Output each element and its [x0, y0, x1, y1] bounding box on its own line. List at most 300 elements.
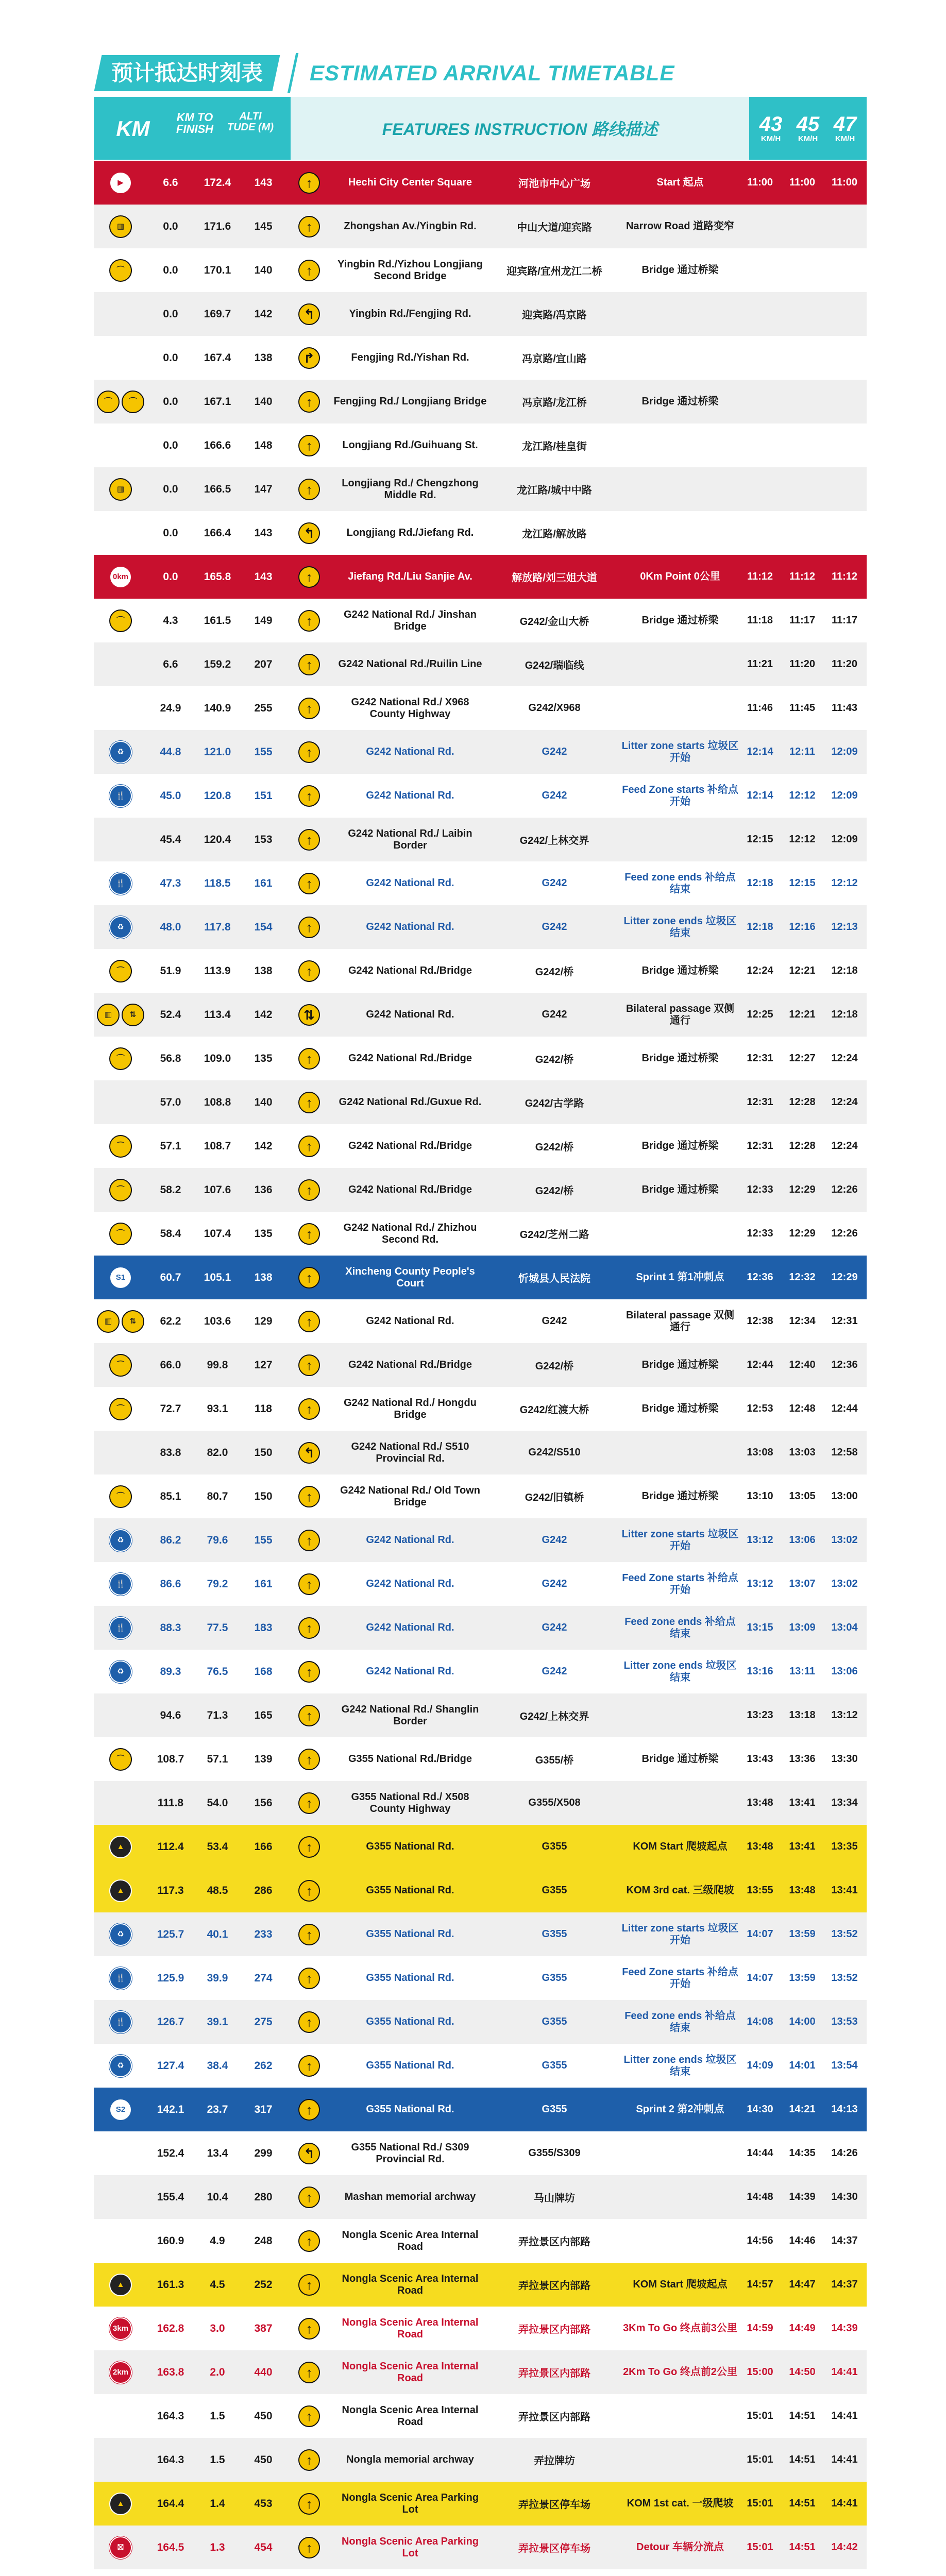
row-direction [285, 741, 333, 763]
row-icons [94, 1004, 147, 1026]
sprint-icon: S2 [109, 2098, 132, 2121]
zero-km-icon: 0km [109, 566, 132, 588]
litter-zone-icon: ♻ [109, 916, 132, 939]
row-icons [94, 2493, 147, 2515]
row-location-en: G242 National Rd./Bridge [348, 1359, 472, 1370]
row-km: 125.9 [157, 1972, 184, 1984]
row-time-47: 14:42 [831, 2541, 858, 2553]
row-icons [94, 1485, 147, 1508]
row-location-en: Longjiang Rd./ Chengzhong Middle Rd. [342, 477, 479, 501]
row-km-to-finish: 172.4 [204, 176, 231, 189]
table-row [94, 2219, 867, 2263]
row-km-to-finish: 113.4 [204, 1008, 231, 1021]
row-altitude: 207 [254, 658, 273, 670]
table-row [94, 1299, 867, 1343]
row-altitude: 135 [254, 1227, 273, 1240]
row-km: 152.4 [157, 2147, 184, 2159]
row-icons [94, 2317, 147, 2340]
row-time-43: 14:57 [747, 2279, 773, 2290]
row-location-cn: G242/旧镇桥 [525, 1492, 584, 1503]
row-time-45: 11:17 [789, 615, 816, 626]
row-time-43: 13:43 [747, 1753, 773, 1765]
row-location-cn: G242/红渡大桥 [519, 1404, 589, 1416]
row-time-47: 13:52 [831, 1928, 858, 1940]
row-time-45: 13:48 [789, 1885, 816, 1896]
row-km: 125.7 [157, 1928, 184, 1940]
timetable-rows [94, 161, 867, 2576]
row-km: 0.0 [163, 264, 178, 276]
row-altitude: 138 [254, 351, 273, 364]
row-time-43: 13:23 [747, 1709, 773, 1721]
row-direction [285, 1267, 333, 1289]
table-row [94, 1825, 867, 1869]
row-direction [285, 391, 333, 413]
row-location-cn: G242/S510 [528, 1447, 581, 1458]
row-direction [285, 917, 333, 938]
bridge-icon: ⌒ [109, 1398, 132, 1420]
table-row [94, 1431, 867, 1475]
row-time-43: 13:12 [747, 1534, 773, 1546]
row-time-45: 12:27 [789, 1053, 816, 1064]
row-km-to-finish: 121.0 [204, 745, 231, 758]
row-time-45: 14:46 [789, 2235, 816, 2246]
row-time-47: 12:24 [831, 1053, 858, 1064]
row-altitude: 262 [254, 2059, 273, 2072]
litter-zone-icon: ♻ [109, 1660, 132, 1683]
row-time-47: 14:41 [831, 2410, 858, 2421]
row-km-to-finish: 77.5 [207, 1621, 228, 1634]
direction-arrow-icon: ⇅ [298, 1004, 320, 1026]
row-time-47: 14:39 [831, 2323, 858, 2334]
row-time-43: 12:53 [747, 1403, 773, 1414]
row-km-to-finish: 4.9 [210, 2234, 225, 2247]
row-direction [285, 2493, 333, 2515]
row-location-en: G242 National Rd. [366, 1578, 454, 1589]
row-location-cn: G355 [542, 1841, 567, 1852]
row-km-to-finish: 159.2 [204, 658, 231, 670]
row-location-en: G355 National Rd. [366, 1841, 454, 1852]
row-time-47: 14:37 [831, 2235, 858, 2246]
row-icons [94, 1617, 147, 1639]
row-feature: Litter zone ends 垃圾区结束 [623, 1659, 737, 1683]
direction-arrow-icon: ↑ [298, 566, 320, 588]
row-time-43: 11:00 [747, 177, 773, 188]
table-row [94, 292, 867, 336]
feed-zone-icon: 🍴 [109, 1617, 132, 1639]
row-km: 86.6 [160, 1578, 181, 1590]
row-icons [94, 1967, 147, 1990]
direction-arrow-icon: ↑ [298, 1092, 320, 1113]
row-time-45: 12:21 [789, 965, 816, 976]
row-location-en: G242 National Rd./ Laibin Border [348, 827, 472, 851]
direction-arrow-icon: ↑ [298, 873, 320, 894]
row-time-47: 12:58 [831, 1447, 858, 1458]
row-time-47: 13:30 [831, 1753, 858, 1765]
row-altitude: 286 [254, 1884, 273, 1896]
table-row [94, 1650, 867, 1693]
row-time-43: 11:21 [747, 658, 773, 670]
row-icons [94, 960, 147, 982]
row-location-en: Nongla Scenic Area Parking Lot [341, 2535, 479, 2559]
row-time-47: 12:09 [831, 790, 858, 801]
row-time-45: 11:00 [789, 177, 816, 188]
row-time-45: 13:09 [789, 1622, 816, 1633]
row-altitude: 148 [254, 439, 273, 451]
table-row [94, 642, 867, 686]
row-location-cn: G242 [542, 746, 567, 757]
row-location-en: G242 National Rd. [366, 1534, 454, 1546]
table-row [94, 818, 867, 861]
row-km: 142.1 [157, 2103, 184, 2115]
row-time-43: 11:18 [747, 615, 773, 626]
row-direction [285, 172, 333, 194]
direction-arrow-icon: ↑ [298, 1179, 320, 1201]
bridge-icon: ⌒ [109, 609, 132, 632]
row-km-to-finish: 53.4 [207, 1840, 228, 1853]
row-location-en: G242 National Rd. [366, 746, 454, 757]
row-time-43: 11:46 [747, 702, 773, 714]
row-location-cn: G242 [542, 1578, 567, 1589]
row-time-45: 14:35 [789, 2147, 816, 2159]
row-time-43: 14:48 [747, 2191, 773, 2202]
table-row [94, 2350, 867, 2394]
row-location-cn: G242 [542, 1534, 567, 1546]
direction-arrow-icon: ↑ [298, 1530, 320, 1551]
row-location-en: G355 National Rd. [366, 2016, 454, 2027]
row-time-47: 13:52 [831, 1972, 858, 1984]
row-time-45: 14:21 [789, 2104, 816, 2115]
bridge-icon: ⌒ [109, 1485, 132, 1508]
title-divider [288, 53, 299, 93]
row-time-45: 13:07 [789, 1578, 816, 1589]
row-km: 0.0 [163, 439, 178, 451]
row-location-en: G355 National Rd./Bridge [348, 1753, 472, 1765]
row-time-43: 13:10 [747, 1490, 773, 1502]
row-altitude: 140 [254, 1096, 273, 1108]
row-location-en: G242 National Rd./Ruilin Line [338, 658, 482, 670]
row-direction [285, 1924, 333, 1945]
direction-arrow-icon: ↑ [298, 216, 320, 238]
narrow-road-icon: ▥ [97, 1004, 120, 1026]
table-row [94, 1956, 867, 2000]
row-icons [94, 1135, 147, 1158]
row-time-47: 13:02 [831, 1534, 858, 1546]
table-row [94, 2307, 867, 2350]
row-km: 83.8 [160, 1446, 181, 1459]
row-time-43: 12:38 [747, 1315, 773, 1327]
row-time-47: 12:09 [831, 834, 858, 845]
row-icons [94, 1398, 147, 1420]
row-direction [285, 1749, 333, 1770]
row-icons [94, 916, 147, 939]
direction-arrow-icon: ↑ [298, 1136, 320, 1157]
litter-zone-icon: ♻ [109, 2055, 132, 2077]
row-icons [94, 1310, 147, 1333]
speed-unit: KM/H [798, 134, 818, 143]
direction-arrow-icon: ↰ [298, 1442, 320, 1464]
direction-arrow-icon: ↑ [298, 1573, 320, 1595]
row-location-en: G242 National Rd./ X968 County Highway [351, 696, 469, 720]
direction-arrow-icon: ↑ [298, 610, 320, 632]
row-time-45: 13:41 [789, 1841, 816, 1852]
row-icons [94, 172, 147, 194]
row-location-cn: G355 [542, 2104, 567, 2115]
row-location-en: G242 National Rd./ Jinshan Bridge [344, 608, 477, 632]
table-row [94, 555, 867, 599]
direction-arrow-icon: ↑ [298, 785, 320, 807]
table-row [94, 205, 867, 248]
row-altitude: 155 [254, 1534, 273, 1546]
direction-arrow-icon: ↑ [298, 1749, 320, 1770]
row-icons [94, 1354, 147, 1377]
row-altitude: 145 [254, 220, 273, 232]
row-feature: Bridge 通过桥梁 [641, 1053, 719, 1064]
row-altitude: 317 [254, 2103, 273, 2115]
row-km: 108.7 [157, 1753, 184, 1765]
row-km-to-finish: 39.9 [207, 1972, 228, 1984]
table-row [94, 248, 867, 292]
direction-arrow-icon: ↑ [298, 172, 320, 194]
row-km: 126.7 [157, 2015, 184, 2028]
row-feature: Sprint 1 第1冲刺点 [636, 1272, 724, 1283]
row-feature: Litter zone starts 垃圾区开始 [621, 1528, 739, 1552]
row-time-45: 12:12 [789, 790, 816, 801]
row-time-45: 13:59 [789, 1972, 816, 1984]
row-time-47: 14:37 [831, 2279, 858, 2290]
row-time-47: 13:04 [831, 1622, 858, 1633]
row-altitude: 161 [254, 877, 273, 889]
row-km-to-finish: 80.7 [207, 1490, 228, 1502]
row-feature: Feed Zone starts 补给点开始 [622, 1966, 738, 1990]
litter-zone-icon: ♻ [109, 1923, 132, 1946]
direction-arrow-icon: ↑ [298, 1968, 320, 1989]
row-feature: Bridge 通过桥梁 [641, 264, 719, 276]
row-time-43: 12:31 [747, 1096, 773, 1108]
row-direction [285, 1048, 333, 1070]
row-time-47: 13:34 [831, 1797, 858, 1808]
row-altitude: 153 [254, 833, 273, 845]
row-direction [285, 1092, 333, 1113]
bridge-icon: ⌒ [109, 1748, 132, 1771]
row-time-47: 12:09 [831, 746, 858, 757]
row-time-43: 12:14 [747, 790, 773, 801]
row-feature: Feed Zone starts 补给点开始 [622, 784, 738, 807]
row-direction [285, 2055, 333, 2077]
direction-arrow-icon: ↰ [298, 303, 320, 325]
row-km-to-finish: 113.9 [204, 964, 231, 977]
row-time-47: 12:24 [831, 1096, 858, 1108]
row-altitude: 450 [254, 2453, 273, 2466]
row-altitude: 252 [254, 2278, 273, 2291]
row-direction [285, 2230, 333, 2252]
row-icons [94, 2361, 147, 2384]
row-time-43: 15:00 [747, 2366, 773, 2378]
row-direction [285, 2274, 333, 2296]
row-km-to-finish: 1.3 [210, 2541, 225, 2553]
direction-arrow-icon: ↑ [298, 2099, 320, 2121]
direction-arrow-icon: ↑ [298, 1486, 320, 1507]
row-altitude: 450 [254, 2410, 273, 2422]
row-km: 160.9 [157, 2234, 184, 2247]
row-altitude: 165 [254, 1709, 273, 1721]
row-km: 155.4 [157, 2191, 184, 2203]
row-time-43: 13:16 [747, 1666, 773, 1677]
row-km-to-finish: 2.0 [210, 2366, 225, 2378]
row-time-47: 12:26 [831, 1228, 858, 1239]
row-location-cn: 弄拉景区内部路 [518, 2412, 590, 2423]
start-icon: ▶ [109, 172, 132, 194]
row-location-cn: 弄拉景区内部路 [518, 2280, 590, 2292]
row-km: 24.9 [160, 702, 181, 714]
row-feature: Litter zone starts 垃圾区开始 [621, 740, 739, 764]
row-direction [285, 1530, 333, 1551]
direction-arrow-icon: ↑ [298, 260, 320, 281]
row-location-en: G242 National Rd. [366, 877, 454, 889]
feed-zone-icon: 🍴 [109, 872, 132, 895]
row-direction [285, 2405, 333, 2427]
feed-zone-icon: 🍴 [109, 1573, 132, 1596]
table-row [94, 2438, 867, 2482]
row-time-47: 12:24 [831, 1140, 858, 1151]
direction-arrow-icon: ↑ [298, 698, 320, 719]
title-bar [98, 49, 674, 97]
row-time-43: 12:44 [747, 1359, 773, 1370]
row-feature: Bridge 通过桥梁 [641, 396, 719, 407]
row-km: 58.2 [160, 1183, 181, 1196]
row-altitude: 154 [254, 921, 273, 933]
row-location-cn: G355 [542, 1928, 567, 1940]
row-location-en: G242 National Rd./Guxue Rd. [339, 1096, 482, 1108]
row-location-en: G355 National Rd. [366, 1928, 454, 1940]
two-km-to-go-icon: 2km [109, 2361, 132, 2384]
row-location-en: G242 National Rd./ Shanglin Border [341, 1703, 479, 1727]
row-location-en: Longjiang Rd./Jiefang Rd. [346, 527, 474, 538]
title-cn-badge [94, 55, 280, 91]
row-location-cn: G242/金山大桥 [519, 616, 589, 628]
row-km: 45.0 [160, 789, 181, 802]
row-location-en: Mashan memorial archway [344, 2191, 476, 2202]
table-row [94, 1037, 867, 1080]
row-location-en: G242 National Rd./Bridge [348, 965, 472, 976]
table-row [94, 1080, 867, 1124]
row-time-45: 13:18 [789, 1709, 816, 1721]
row-location-cn: G242/桥 [535, 1054, 574, 1065]
row-km-to-finish: 76.5 [207, 1665, 228, 1677]
row-feature: KOM 3rd cat. 三级爬坡 [626, 1885, 734, 1896]
speed-value: 45 [796, 112, 820, 135]
row-location-cn: G355 [542, 1972, 567, 1984]
kom-icon: ▲ [109, 1879, 132, 1902]
row-location-cn: G242 [542, 1666, 567, 1677]
row-location-cn: G242 [542, 921, 567, 933]
row-km: 0.0 [163, 308, 178, 320]
row-time-45: 14:51 [789, 2454, 816, 2465]
row-km-to-finish: 167.1 [204, 395, 231, 408]
row-location-en: G242 National Rd. [366, 790, 454, 801]
row-time-47: 12:31 [831, 1315, 858, 1327]
table-row [94, 423, 867, 467]
row-location-cn: G242/桥 [535, 967, 574, 978]
row-km: 0.0 [163, 220, 178, 232]
row-feature: 3Km To Go 终点前3公里 [623, 2323, 737, 2334]
row-location-en: Yingbin Rd./Fengjing Rd. [349, 308, 471, 319]
row-location-cn: 迎宾路/宜州龙江二桥 [506, 266, 602, 277]
row-time-43: 13:12 [747, 1578, 773, 1589]
row-location-cn: G242 [542, 1315, 567, 1327]
narrow-road-icon: ▥ [97, 1310, 120, 1333]
row-km-to-finish: 107.4 [204, 1227, 231, 1240]
row-direction [285, 1968, 333, 1989]
row-location-cn: 冯京路/龙江桥 [522, 397, 587, 409]
row-km: 0.0 [163, 483, 178, 495]
row-altitude: 440 [254, 2366, 273, 2378]
row-location-cn: 弄拉景区停车场 [518, 2499, 590, 2511]
row-km: 0.0 [163, 351, 178, 364]
row-feature: 0Km Point 0公里 [640, 571, 720, 582]
row-km-to-finish: 166.4 [204, 527, 231, 539]
row-location-cn: G242/桥 [535, 1142, 574, 1153]
row-km-to-finish: 23.7 [207, 2103, 228, 2115]
row-time-47: 13:00 [831, 1490, 858, 1502]
table-row [94, 2088, 867, 2131]
row-direction [285, 2449, 333, 2471]
direction-arrow-icon: ↑ [298, 1880, 320, 1902]
row-location-en: Nongla Scenic Area Internal Road [342, 2360, 479, 2384]
speed-unit: KM/H [835, 134, 855, 143]
row-direction [285, 2537, 333, 2558]
kom-icon: ▲ [109, 2274, 132, 2296]
row-direction [285, 435, 333, 456]
row-altitude: 275 [254, 2015, 273, 2028]
row-feature: Bridge 通过桥梁 [641, 1403, 719, 1414]
row-feature: Feed zone ends 补给点结束 [624, 871, 736, 895]
litter-zone-icon: ♻ [109, 741, 132, 764]
row-km: 164.3 [157, 2453, 184, 2466]
row-time-45: 12:40 [789, 1359, 816, 1370]
row-km-to-finish: 48.5 [207, 1884, 228, 1896]
feed-zone-icon: 🍴 [109, 1967, 132, 1990]
row-km: 66.0 [160, 1359, 181, 1371]
row-direction [285, 479, 333, 500]
direction-arrow-icon: ↑ [298, 1705, 320, 1726]
title-cn: 预计抵达时刻表 [111, 61, 263, 85]
row-time-47: 13:54 [831, 2060, 858, 2071]
table-row [94, 774, 867, 818]
row-feature: Sprint 2 第2冲刺点 [636, 2104, 724, 2115]
row-time-45: 12:15 [789, 877, 816, 889]
row-km: 4.3 [163, 614, 178, 626]
row-time-43: 14:08 [747, 2016, 773, 2027]
row-feature: Litter zone ends 垃圾区结束 [623, 915, 737, 939]
three-km-to-go-icon: 3km [109, 2317, 132, 2340]
row-time-43: 14:44 [747, 2147, 773, 2159]
header-km: KM [116, 116, 150, 141]
row-time-43: 12:18 [747, 921, 773, 933]
title-en: ESTIMATED ARRIVAL TIMETABLE [310, 61, 675, 85]
row-direction [285, 1398, 333, 1420]
row-feature: KOM 1st cat. 一级爬坡 [627, 2498, 734, 2509]
row-time-45: 12:12 [789, 834, 816, 845]
row-direction [285, 1661, 333, 1683]
row-time-47: 12:44 [831, 1403, 858, 1414]
row-location-cn: 龙江路/解放路 [522, 529, 587, 540]
row-time-47: 12:13 [831, 921, 858, 933]
row-icons [94, 1529, 147, 1552]
row-km: 117.3 [157, 1884, 184, 1896]
row-altitude: 135 [254, 1052, 273, 1064]
row-time-47: 12:36 [831, 1359, 858, 1370]
bridge-icon: ⌒ [109, 1047, 132, 1070]
